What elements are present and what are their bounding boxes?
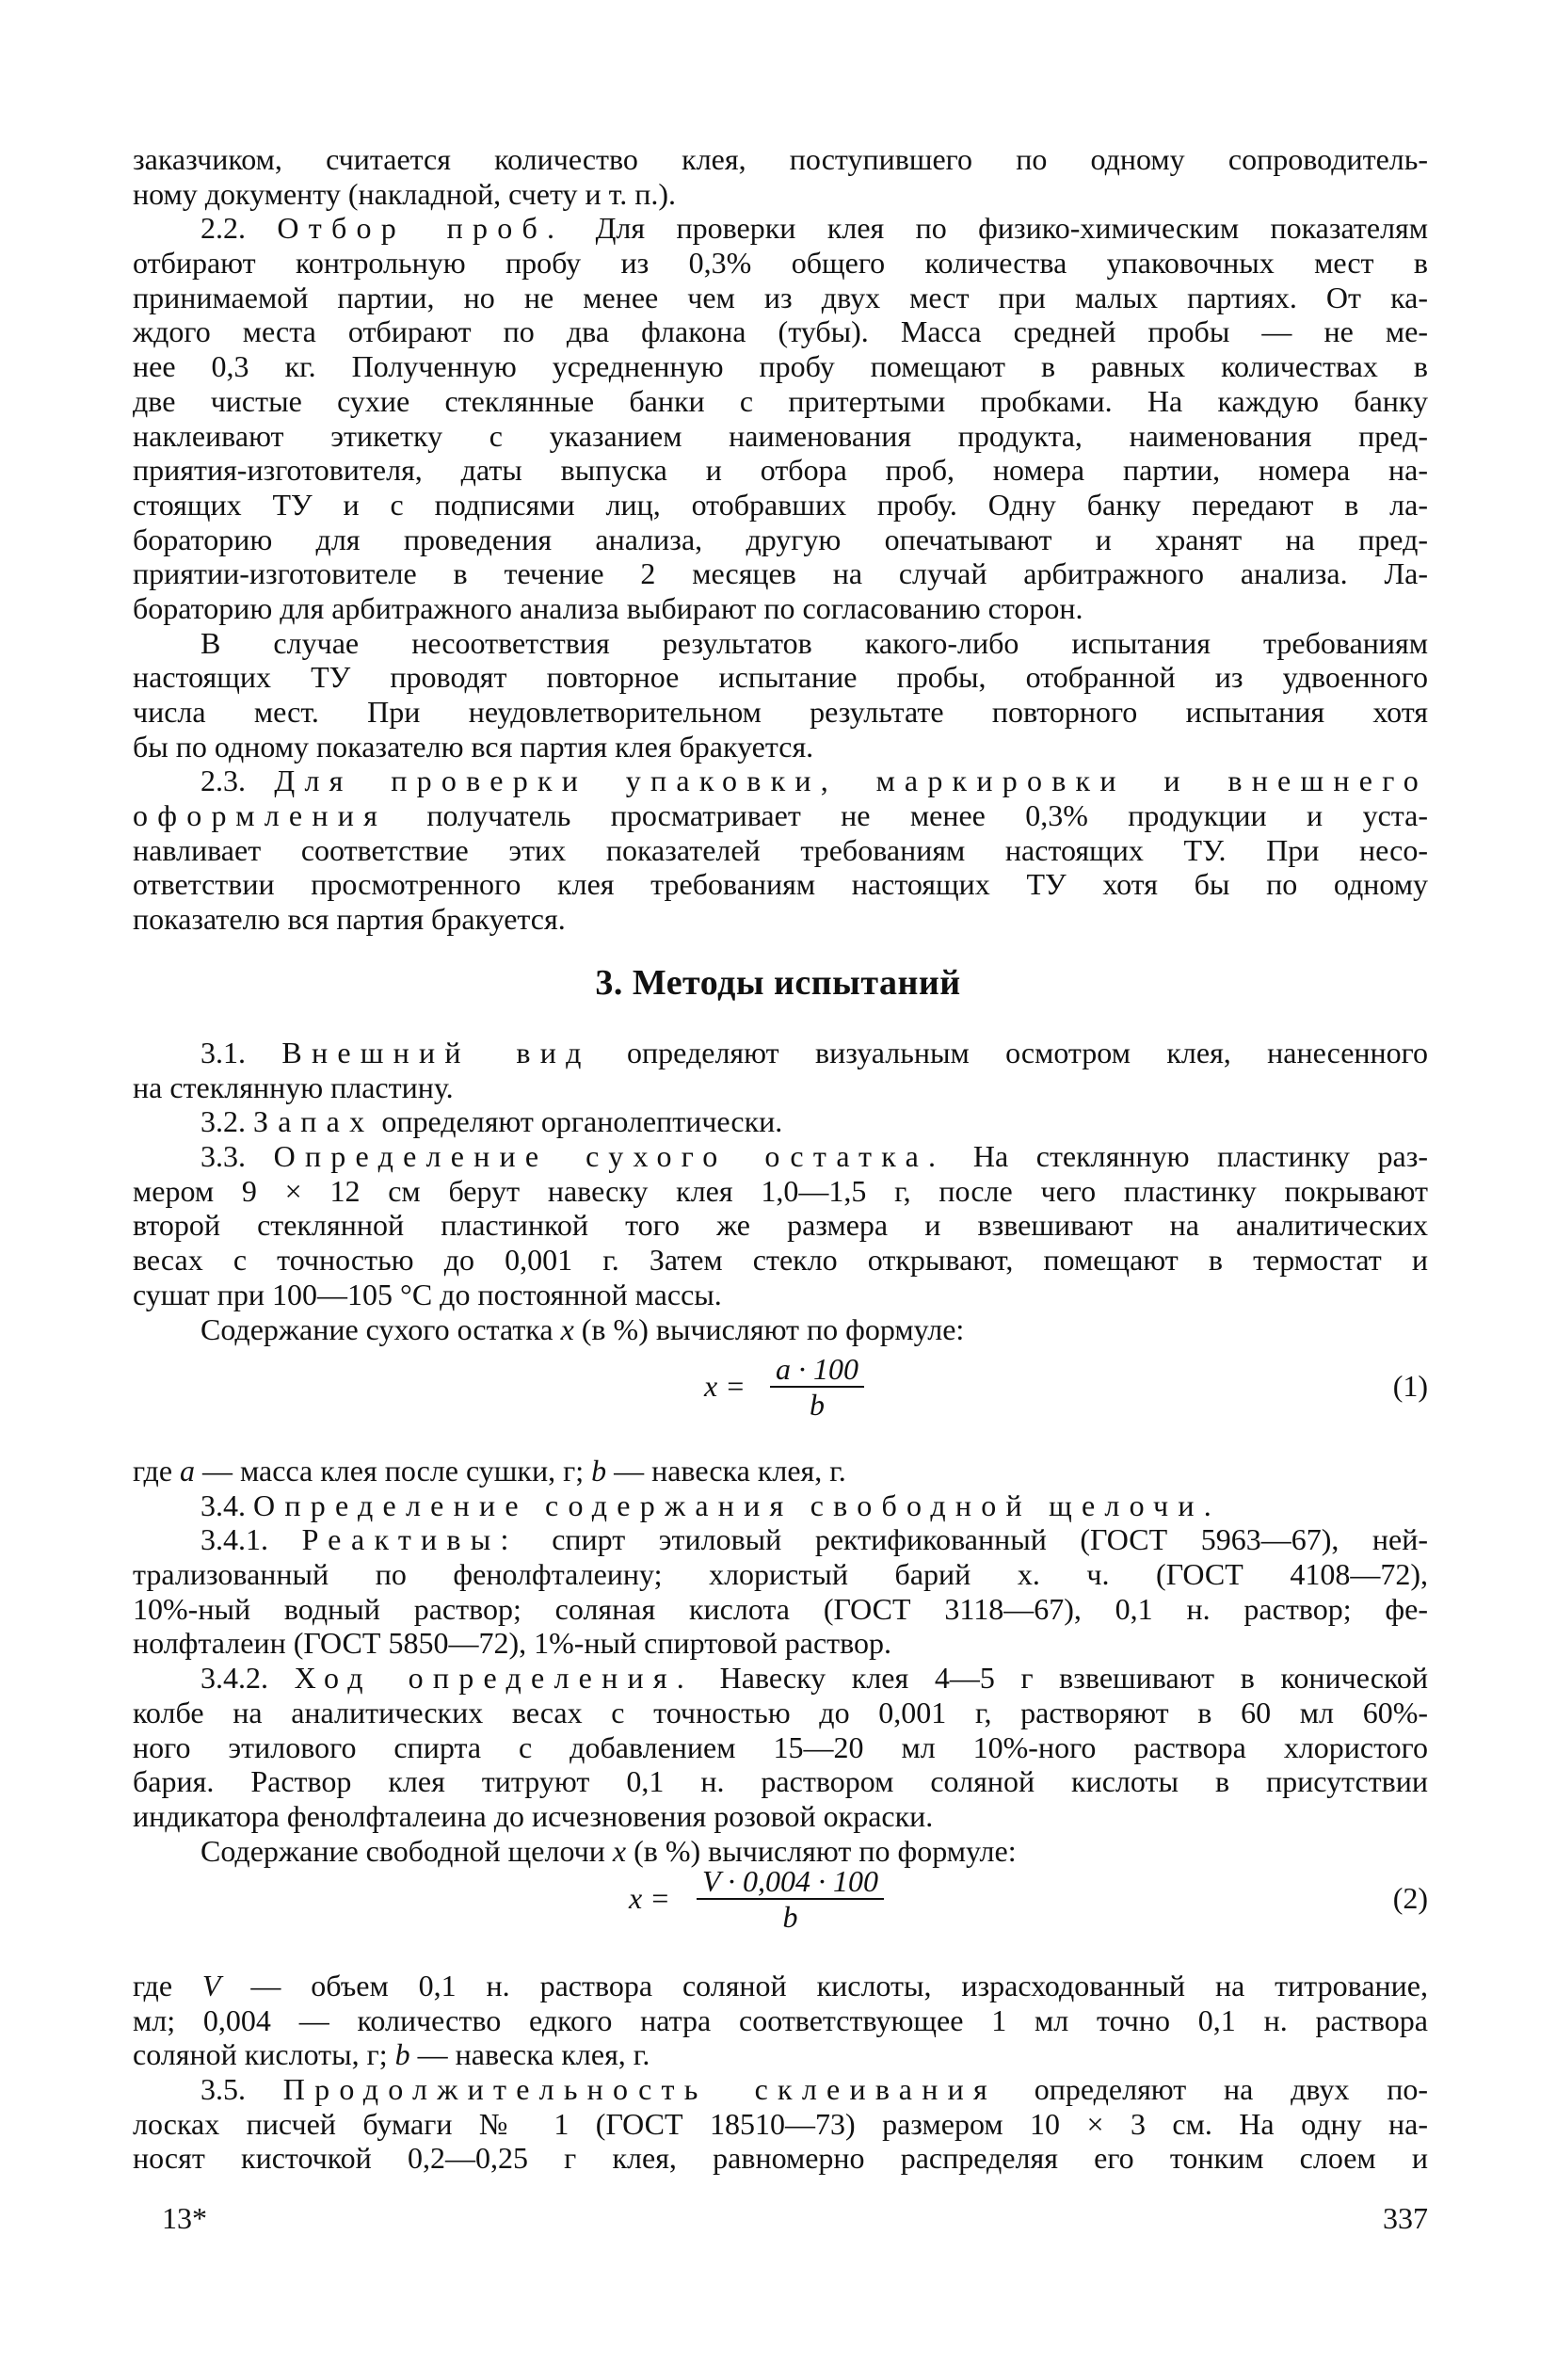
text-run: — объем 0,1 н. раствора соляной кислоты, израсходованный на титрование, <box>220 1969 1429 2002</box>
text-line <box>133 488 1428 523</box>
text-run: наклеивают этикетку с указанием наименования продукта, наименования пред- <box>133 418 1428 453</box>
text-block-methods <box>133 1036 1428 1346</box>
text-run: весах с точностью до 0,001 г. Затем стекло открывают, помещают в термостат и <box>133 1243 1428 1278</box>
text-run: определяют органолептически. <box>374 1104 783 1139</box>
text-run: бораторию для проведения анализа, другую опечатывают и хранят на пред- <box>133 522 1428 556</box>
text-run: нолфталеин (ГОСТ 5850—72), 1%-ный спиртовой раствор. <box>133 1626 892 1661</box>
text-block-sampling <box>133 142 1428 937</box>
text-run: ответствии просмотренного клея требованиям настоящих ТУ хотя бы по одному <box>133 867 1428 902</box>
text-run: 3.2. <box>201 1104 253 1139</box>
spaced-emphasis: Для проверки упаковки, маркировки и внешнего <box>274 764 1428 798</box>
text-run: определяют визуальным осмотром клея, нанесенного <box>590 1036 1429 1069</box>
text-line <box>133 1696 1428 1730</box>
text-run: получатель просматривает не менее 0,3% продукции и уста- <box>387 798 1428 833</box>
text-run: На стеклянную пластинку раз- <box>945 1139 1429 1174</box>
text-run: две чистые сухие стеклянные банки с притертыми пробками. На каждую банку <box>133 383 1428 418</box>
text-run: — навеска клея, г. <box>606 1454 846 1488</box>
numerator: V · 0,004 · 100 <box>702 1864 878 1898</box>
text-run: 3.4.2. <box>201 1661 295 1696</box>
text-line <box>133 1139 1428 1174</box>
text-run: мером 9 × 12 см берут навеску клея 1,0—1,5 г, после чего пластинку покрывают <box>133 1173 1428 1208</box>
text-run: настоящих ТУ проводят повторное испытание пробы, отобранной из удвоенного <box>133 660 1428 695</box>
text-line <box>133 2141 1428 2176</box>
text-run: на стеклянную пластину. <box>133 1069 454 1104</box>
text-run: носят кисточкой 0,2—0,25 г клея, равномерно распределяя его тонким слоем и <box>133 2141 1428 2176</box>
text-run: 3.4. <box>201 1488 253 1522</box>
text-line <box>133 281 1428 315</box>
text-run: ного этилового спирта с добавлением 15—20 мл 10%-ного раствора хлористого <box>133 1729 1428 1764</box>
spaced-emphasis: Определение содержания свободной щелочи. <box>253 1488 1221 1522</box>
formula-lhs: x = <box>629 1881 670 1915</box>
denominator: b <box>782 1900 798 1934</box>
text-run: сушат при 100—105 °С до постоянной массы. <box>133 1277 722 1311</box>
text-run: индикатора фенолфталеина до исчезновения розовой окраски. <box>133 1798 934 1833</box>
spaced-emphasis: Запах <box>253 1104 375 1139</box>
text-run: приятии-изготовителе в течение 2 месяцев на случай арбитражного анализа. Ла- <box>133 556 1428 591</box>
spaced-emphasis: Ход определения. <box>294 1661 695 1696</box>
text-line <box>133 1104 1428 1139</box>
text-line <box>133 453 1428 488</box>
text-line <box>133 1764 1428 1799</box>
text-line <box>133 2003 1428 2038</box>
text-line <box>133 523 1428 557</box>
spaced-emphasis: Продолжительность склеивания <box>282 2072 997 2107</box>
text-line <box>133 1969 1428 2003</box>
text-run: (в %) вычисляют по формуле: <box>573 1311 965 1346</box>
text-run: В случае несоответствия результатов какого-либо испытания требованиям <box>201 625 1428 660</box>
text-run: мл; 0,004 — количество едкого натра соответствующее 1 мл точно 0,1 н. раствора <box>133 2002 1428 2037</box>
math-variable: x <box>612 1833 627 1868</box>
text-run: 10%-ный водный раствор; соляная кислота (ГОСТ 3118—67), 0,1 н. раствор; фе- <box>133 1591 1428 1626</box>
math-variable: a <box>180 1454 196 1488</box>
formula-lhs: x = <box>704 1369 746 1403</box>
text-run: трализованный по фенолфталеину; хлористый барий х. ч. (ГОСТ 4108—72), <box>133 1557 1428 1592</box>
text-line <box>133 730 1428 764</box>
text-run: колбе на аналитических весах с точностью до 0,001 г, растворяют в 60 мл 60%- <box>133 1695 1428 1729</box>
spaced-emphasis: Внешний вид <box>281 1036 591 1069</box>
text-run: лосках писчей бумаги № 1 (ГОСТ 18510—73) размером 10 × 3 см. На одну на- <box>133 2106 1428 2141</box>
text-run: спирт этиловый ректификованный (ГОСТ 5963—67), ней- <box>518 1522 1429 1557</box>
spaced-emphasis: Отбор проб. <box>277 211 565 246</box>
text-run: навливает соответствие этих показателей требованиям настоящих ТУ. При несо- <box>133 832 1428 867</box>
text-run: Содержание свободной щелочи <box>201 1833 613 1868</box>
text-run: — масса клея после сушки, г; <box>195 1454 592 1488</box>
text-line <box>133 1070 1428 1105</box>
text-run: Содержание сухого остатка <box>201 1311 561 1346</box>
text-block-gluing <box>133 1969 1428 2176</box>
text-line <box>133 626 1428 661</box>
spaced-emphasis: оформления <box>133 798 388 833</box>
numerator: a · 100 <box>776 1352 858 1386</box>
spaced-emphasis: Реактивы: <box>301 1522 519 1557</box>
text-line <box>133 1730 1428 1765</box>
text-line <box>133 1522 1428 1557</box>
equation-number: (1) <box>1392 1369 1428 1403</box>
text-line <box>133 1592 1428 1627</box>
text-line <box>133 660 1428 695</box>
text-line <box>133 384 1428 419</box>
text-run: отбирают контрольную пробу из 0,3% общего количества упаковочных мест в <box>133 246 1428 281</box>
text-line <box>133 798 1428 833</box>
text-run: 3.3. <box>201 1139 274 1174</box>
text-line <box>133 2037 1428 2072</box>
math-variable: b <box>394 2037 410 2072</box>
section-heading: 3. Методы испытаний <box>595 963 961 1003</box>
text-line <box>133 1174 1428 1209</box>
text-run: 2.3. <box>201 764 275 798</box>
text-run: бораторию для арбитражного анализа выбирают по согласованию сторон. <box>133 590 1083 625</box>
text-run: 3.4.1. <box>201 1522 302 1557</box>
text-line <box>133 314 1428 349</box>
text-line <box>133 591 1428 626</box>
text-run: ному документу (накладной, счету и т. п.). <box>133 176 676 211</box>
text-line <box>133 246 1428 281</box>
text-run: 2.2. <box>201 211 278 246</box>
text-line <box>133 2072 1428 2107</box>
text-run: числа мест. При неудовлетворительном результате повторного испытания хотя <box>133 695 1428 729</box>
text-line <box>133 902 1428 937</box>
text-line <box>133 1312 1428 1347</box>
text-line <box>133 419 1428 454</box>
fraction <box>770 1352 864 1422</box>
text-run: второй стеклянной пластинкой того же размера и взвешивают на аналитических <box>133 1208 1428 1243</box>
page-number: 337 <box>1383 2201 1428 2235</box>
text-run: показателю вся партия бракуется. <box>133 902 566 937</box>
text-line <box>133 833 1428 868</box>
text-run: заказчиком, считается количество клея, поступившего по одному сопроводитель- <box>133 142 1428 176</box>
text-run: где <box>133 1454 181 1488</box>
text-run: определяют на двух по- <box>996 2072 1429 2107</box>
spaced-emphasis: Определение сухого остатка. <box>273 1139 946 1174</box>
text-line <box>133 211 1428 246</box>
text-run: — навеска клея, г. <box>409 2037 650 2072</box>
text-run: Навеску клея 4—5 г взвешивают в конической <box>694 1661 1429 1696</box>
denominator: b <box>810 1388 825 1422</box>
text-line <box>133 1661 1428 1696</box>
text-line <box>133 1036 1428 1070</box>
text-run: 3.5. <box>201 2072 283 2107</box>
math-variable: b <box>591 1454 607 1488</box>
text-block-alkali <box>133 1454 1428 1868</box>
math-variable: x <box>560 1311 574 1346</box>
text-line <box>133 1208 1428 1243</box>
text-line <box>133 556 1428 591</box>
text-line <box>133 1799 1428 1834</box>
text-run: бария. Раствор клея титруют 0,1 н. раствором соляной кислоты в присутствии <box>133 1764 1428 1799</box>
text-line <box>133 142 1428 177</box>
text-run: приятия-изготовителя, даты выпуска и отбора проб, номера партии, номера на- <box>133 453 1428 488</box>
text-line <box>133 349 1428 384</box>
text-run: стоящих ТУ и с подписями лиц, отобравших пробу. Одну банку передают в ла- <box>133 487 1428 522</box>
text-run: ждого места отбирают по два флакона (тубы). Масса средней пробы — не ме- <box>133 314 1428 349</box>
equation-number: (2) <box>1392 1881 1428 1915</box>
text-line <box>133 177 1428 212</box>
text-run: бы по одному показателю вся партия клея бракуется. <box>133 729 814 764</box>
text-line <box>133 1557 1428 1592</box>
text-line <box>133 1454 1428 1488</box>
signature-mark: 13* <box>162 2201 207 2235</box>
fraction <box>697 1864 884 1934</box>
text-run: 3.1. <box>201 1036 282 1069</box>
text-run: соляной кислоты, г; <box>133 2037 395 2072</box>
text-run: где <box>133 1969 202 2002</box>
text-line <box>133 2107 1428 2142</box>
math-variable: V <box>201 1969 221 2002</box>
text-line <box>133 1488 1428 1523</box>
text-line <box>133 1626 1428 1661</box>
text-line <box>133 764 1428 798</box>
text-run: (в %) вычисляют по формуле: <box>626 1833 1017 1868</box>
text-line <box>133 867 1428 902</box>
text-line <box>133 1243 1428 1278</box>
text-run: принимаемой партии, но не менее чем из двух мест при малых партиях. От ка- <box>133 280 1428 314</box>
text-line <box>133 1834 1428 1869</box>
text-line <box>133 695 1428 730</box>
text-run: Для проверки клея по физико-химическим показателям <box>564 211 1428 246</box>
text-run: нее 0,3 кг. Полученную усредненную пробу помещают в равных количествах в <box>133 349 1428 384</box>
text-line <box>133 1278 1428 1312</box>
